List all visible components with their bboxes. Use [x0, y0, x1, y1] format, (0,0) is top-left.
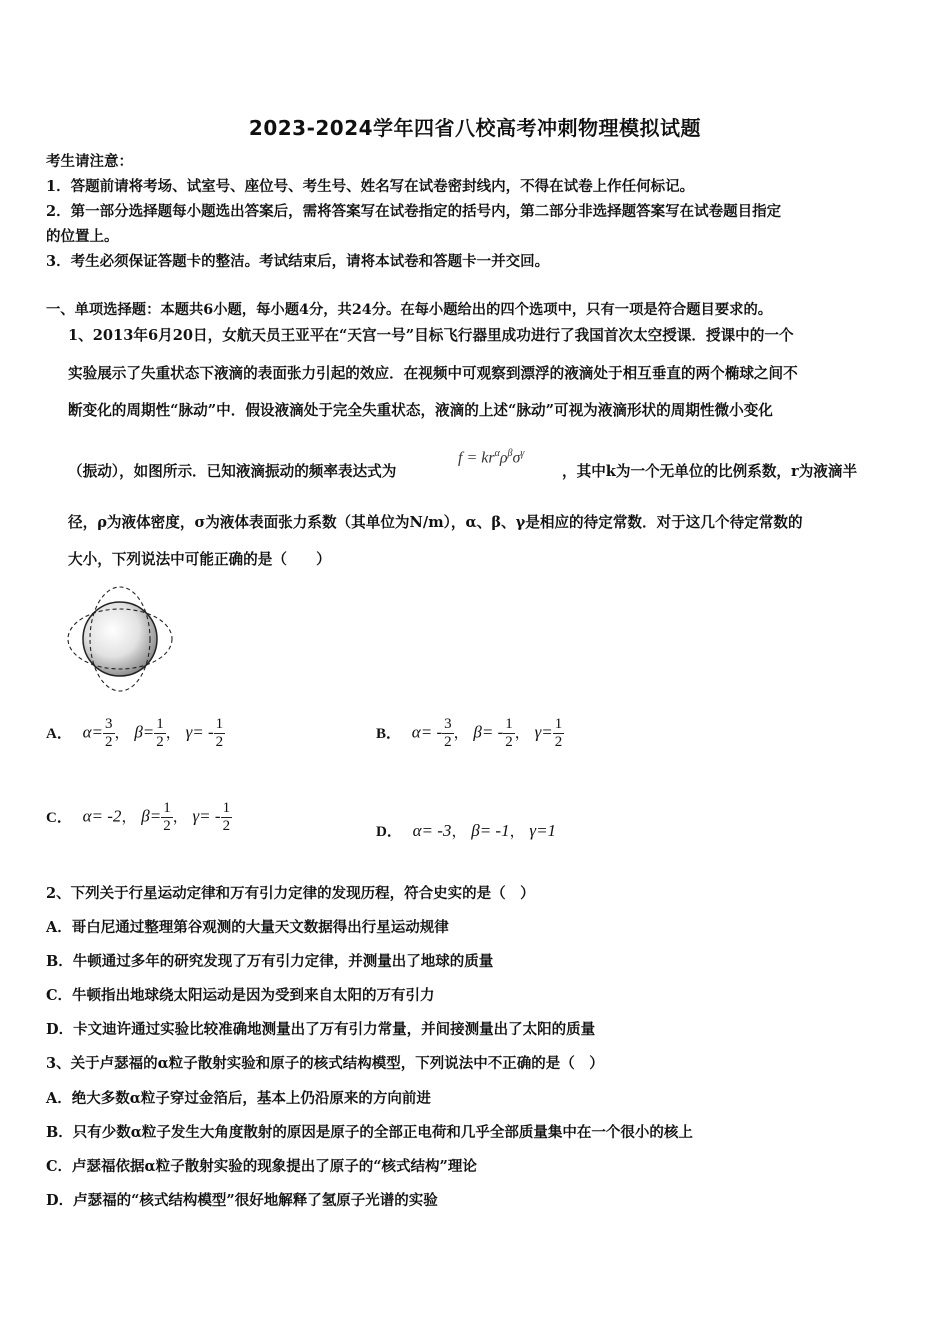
q2-option-a[interactable]: A．哥白尼通过整理第谷观测的大量天文数据得出行星运动规律: [46, 919, 449, 936]
q1-option-d[interactable]: D． α= -3， β= -1， γ=1: [376, 821, 557, 840]
q3-option-d[interactable]: D．卢瑟福的“核式结构模型”很好地解释了氢原子光谱的实验: [46, 1192, 438, 1209]
q1-line4-start: （振动），如图所示．已知液滴振动的频率表达式为: [68, 463, 397, 480]
notice-item-2-cont: 的位置上。: [46, 228, 119, 245]
q1-line4-end: ，其中k为一个无单位的比例系数，r为液滴半: [562, 463, 858, 480]
q2-option-d[interactable]: D．卡文迪许通过实验比较准确地测量出了万有引力常量，并间接测量出了太阳的质量: [46, 1021, 596, 1038]
q1-option-b[interactable]: B． α= - $\frac{3}{2}$ ， β= - $\frac{1}{2}$ ， γ= $\frac{1}{2}$: [376, 716, 563, 750]
q1-option-a[interactable]: A． α= $\frac{3}{2}$ ， β= $\frac{1}{2}$ ， γ= - $\frac{1}{2}$: [46, 716, 224, 750]
q3-stem: 3、关于卢瑟福的α粒子散射实验和原子的核式结构模型，下列说法中不正确的是（ ）: [46, 1055, 604, 1072]
page-title: 2023-2024学年四省八校高考冲刺物理模拟试题: [248, 116, 702, 140]
droplet-oscillation-figure: [62, 584, 180, 694]
q3-option-b[interactable]: B．只有少数α粒子发生大角度散射的原因是原子的全部正电荷和几乎全部质量集中在一个很小的核上: [46, 1124, 693, 1141]
q3-option-c[interactable]: C．卢瑟福依据α粒子散射实验的现象提出了原子的“核式结构”理论: [46, 1158, 477, 1175]
q2-option-c[interactable]: C．牛顿指出地球绕太阳运动是因为受到来自太阳的万有引力: [46, 987, 435, 1004]
q2-stem: 2、下列关于行星运动定律和万有引力定律的发现历程，符合史实的是（ ）: [46, 885, 535, 902]
q1-option-c[interactable]: C． α= -2， β= $\frac{1}{2}$ ， γ= - $\frac{1}{2}$: [46, 800, 231, 834]
frequency-formula: $f = kr^\alpha\rho^\beta\sigma^\gamma$: [458, 448, 525, 467]
q1-line2: 实验展示了失重状态下液滴的表面张力引起的效应．在视频中可观察到漂浮的液滴处于相互垂直的两个椭球之间不: [68, 365, 798, 382]
q1-line6: 大小，下列说法中可能正确的是（ ）: [68, 551, 331, 568]
section-heading: 一、单项选择题：本题共6小题，每小题4分，共24分。在每小题给出的四个选项中，只有一项是符合题目要求的。: [46, 302, 773, 318]
q1-line5: 径，ρ为液体密度，σ为液体表面张力系数（其单位为N/m），α、β、γ是相应的待定常数．对于这几个待定常数的: [68, 514, 803, 531]
notice-item-1: 1．答题前请将考场、试室号、座位号、考生号、姓名写在试卷密封线内，不得在试卷上作任何标记。: [46, 178, 695, 195]
q1-line1: 1、2013年6月20日，女航天员王亚平在“天宫一号”目标飞行器里成功进行了我国首次太空授课．授课中的一个: [68, 327, 794, 344]
q1-line3: 断变化的周期性“脉动”中．假设液滴处于完全失重状态，液滴的上述“脉动”可视为液滴形状的周期性微小变化: [68, 402, 773, 419]
notice-item-2: 2．第一部分选择题每小题选出答案后，需将答案写在试卷指定的括号内，第二部分非选择题答案写在试卷题目指定: [46, 203, 782, 220]
q2-option-b[interactable]: B．牛顿通过多年的研究发现了万有引力定律，并测量出了地球的质量: [46, 953, 494, 970]
notice-heading: 考生请注意：: [46, 153, 133, 170]
q3-option-a[interactable]: A．绝大多数α粒子穿过金箔后，基本上仍沿原来的方向前进: [46, 1090, 431, 1107]
notice-item-3: 3．考生必须保证答题卡的整洁。考试结束后，请将本试卷和答题卡一并交回。: [46, 253, 550, 270]
